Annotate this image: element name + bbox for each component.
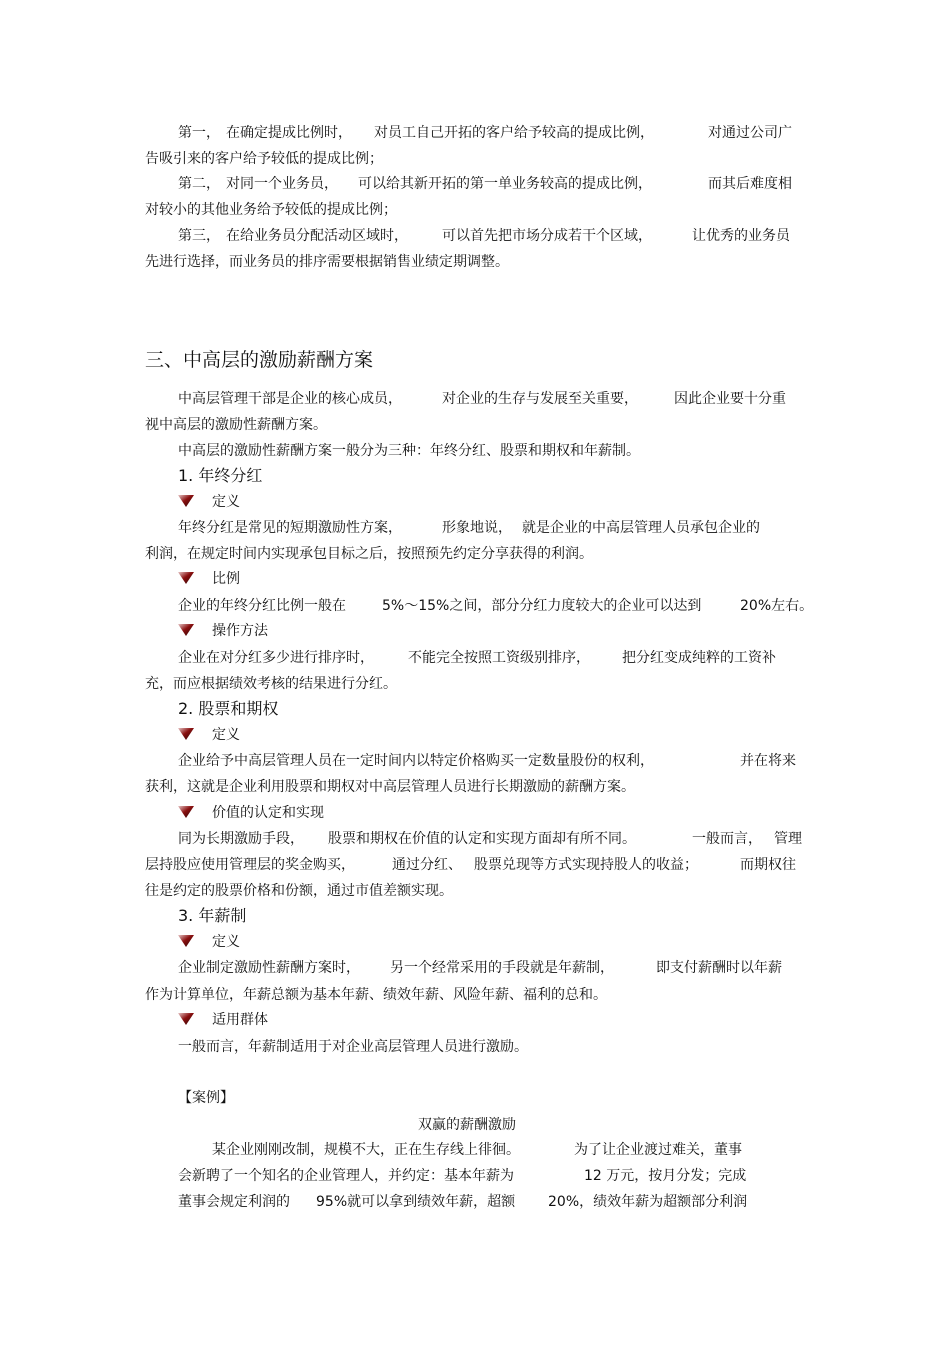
text-segment: 通过分红、 <box>392 857 462 873</box>
text-segment: 可以给其新开拓的第一单业务较高的提成比例， <box>358 176 652 192</box>
text-segment: 即支付薪酬时以年薪 <box>656 960 782 976</box>
text-segment: 企业制定激励性薪酬方案时， <box>178 960 360 976</box>
text-segment: 股票和期权在价值的认定和实现方面却有所不同。 <box>328 831 636 847</box>
bullet-icon <box>178 571 194 585</box>
text-segment: 某企业刚刚改制，规模不大，正在生存线上徘徊。 <box>212 1142 520 1158</box>
section-heading: 三、中高层的激励薪酬方案 <box>145 349 374 371</box>
bullet-icon <box>178 494 194 508</box>
text-segment: 因此企业要十分重 <box>674 391 786 407</box>
text-segment: 而期权往 <box>740 857 796 873</box>
subsection-title: 3. 年薪制 <box>178 906 247 925</box>
text-segment: 企业的年终分红比例一般在 <box>178 598 346 614</box>
text-segment: 对同一个业务员， <box>226 176 338 192</box>
text-segment: 另一个经常采用的手段就是年薪制， <box>390 960 614 976</box>
bullet-label: 比例 <box>212 571 240 587</box>
body-line: 利润，在规定时间内实现承包目标之后，按照预先约定分享获得的利润。 <box>145 546 593 562</box>
body-line: 充，而应根据绩效考核的结果进行分红。 <box>145 676 397 692</box>
text-segment: 可以首先把市场分成若干个区域， <box>442 228 652 244</box>
bullet-label: 适用群体 <box>212 1012 268 1028</box>
case-label: 【案例】 <box>178 1090 234 1106</box>
paragraph-2-line-2: 对较小的其他业务给予较低的提成比例； <box>145 202 397 218</box>
body-line: 获利，这就是企业利用股票和期权对中高层管理人员进行长期激励的薪酬方案。 <box>145 779 635 795</box>
intro-2: 中高层的激励性薪酬方案一般分为三种：年终分红、股票和期权和年薪制。 <box>178 443 640 459</box>
bullet-label: 定义 <box>212 494 240 510</box>
body-line: 作为计算单位，年薪总额为基本年薪、绩效年薪、风险年薪、福利的总和。 <box>145 987 607 1003</box>
text-segment: 第三， <box>178 228 220 244</box>
text-segment: 年终分红是常见的短期激励性方案， <box>178 520 402 536</box>
bullet-icon <box>178 623 194 637</box>
text-segment: 形象地说， <box>442 520 512 536</box>
text-segment: 让优秀的业务员 <box>692 228 790 244</box>
text-segment: 管理 <box>774 831 802 847</box>
subsection-title: 1. 年终分红 <box>178 466 263 485</box>
text-segment: 第二， <box>178 176 220 192</box>
text-segment: 20%，绩效年薪为超额部分利润 <box>548 1194 748 1210</box>
text-segment: 对员工自己开拓的客户给予较高的提成比例， <box>374 125 654 141</box>
body-line: 往是约定的股票价格和份额，通过市值差额实现。 <box>145 883 453 899</box>
case-title: 双赢的薪酬激励 <box>418 1117 516 1133</box>
body-line: 一般而言，年薪制适用于对企业高层管理人员进行激励。 <box>178 1039 528 1055</box>
bullet-label: 价值的认定和实现 <box>212 805 324 821</box>
text-segment: 股票兑现等方式实现持股人的收益； <box>474 857 698 873</box>
text-segment: 而其后难度相 <box>708 176 792 192</box>
bullet-icon <box>178 805 194 819</box>
text-segment: 中高层管理干部是企业的核心成员， <box>178 391 402 407</box>
subsection-title: 2. 股票和期权 <box>178 699 279 718</box>
text-segment: 在给业务员分配活动区域时， <box>226 228 408 244</box>
bullet-icon <box>178 1012 194 1026</box>
text-segment: 第一， <box>178 125 220 141</box>
bullet-label: 操作方法 <box>212 623 268 639</box>
bullet-icon <box>178 727 194 741</box>
bullet-label: 定义 <box>212 934 240 950</box>
text-segment: 一般而言， <box>692 831 762 847</box>
text-segment: 董事会规定利润的 <box>178 1194 290 1210</box>
text-segment: 并在将来 <box>740 753 796 769</box>
text-segment: 在确定提成比例时， <box>226 125 352 141</box>
text-segment: 95%就可以拿到绩效年薪，超额 <box>316 1194 516 1210</box>
text-segment: 不能完全按照工资级别排序， <box>408 650 590 666</box>
bullet-label: 定义 <box>212 727 240 743</box>
text-segment: 会新聘了一个知名的企业管理人，并约定：基本年薪为 <box>178 1168 514 1184</box>
text-segment: 企业给予中高层管理人员在一定时间内以特定价格购买一定数量股份的权利， <box>178 753 654 769</box>
paragraph-1-line-2: 告吸引来的客户给予较低的提成比例； <box>145 151 383 167</box>
text-segment: 5%～15%之间，部分分红力度较大的企业可以达到 <box>382 598 702 614</box>
text-segment: 20%左右。 <box>740 598 814 614</box>
text-segment: 把分红变成纯粹的工资补 <box>622 650 776 666</box>
text-segment: 为了让企业渡过难关，董事 <box>574 1142 742 1158</box>
text-segment: 对企业的生存与发展至关重要， <box>442 391 638 407</box>
bullet-icon <box>178 934 194 948</box>
text-segment: 就是企业的中高层管理人员承包企业的 <box>522 520 760 536</box>
text-segment: 企业在对分红多少进行排序时， <box>178 650 374 666</box>
text-segment: 12 万元，按月分发；完成 <box>584 1168 747 1184</box>
text-segment: 对通过公司广 <box>708 125 792 141</box>
paragraph-3-line-2: 先进行选择，而业务员的排序需要根据销售业绩定期调整。 <box>145 254 509 270</box>
text-segment: 同为长期激励手段， <box>178 831 304 847</box>
intro-line-2: 视中高层的激励性薪酬方案。 <box>145 417 327 433</box>
text-segment: 层持股应使用管理层的奖金购买， <box>145 857 355 873</box>
